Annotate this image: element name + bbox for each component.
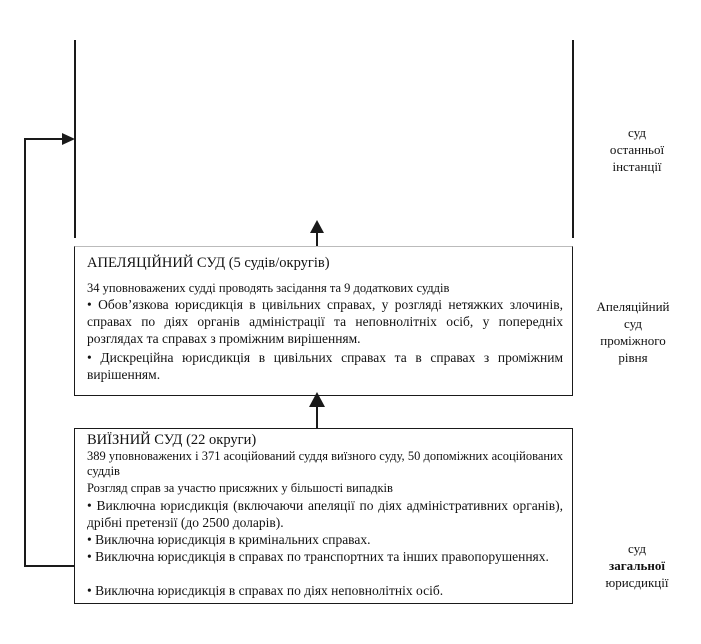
circuit-court-bullet-traffic: • Виключна юрисдикція в справах по транспортних та інших правопорушеннях. xyxy=(87,549,549,564)
loop-line-top xyxy=(24,138,64,140)
side-label-general-jurisdiction: суд загальної юрисдикції xyxy=(605,541,669,590)
circuit-court-bullet-juvenile: • Виключна юрисдикція в справах по діях неповнолітніх осіб. xyxy=(87,583,444,598)
circuit-court-judges: 389 уповноважених і 371 асоційований суддя виїзного суду, 50 допоміжних асоційованих суддів xyxy=(87,449,563,478)
side-label-intermediate-appeal: Апеляційний суд проміжного рівня xyxy=(596,299,670,365)
arrow-appeal-to-top-shaft xyxy=(316,232,318,246)
appeal-court-bullet-discretionary: • Дискреційна юрисдикція в цивільних справах та в справах з проміжним вирішенням. xyxy=(87,350,563,382)
loop-arrowhead-icon xyxy=(62,132,76,146)
loop-line-vertical xyxy=(24,138,26,567)
circuit-court-jury: Розгляд справ за участю присяжних у більшості випадків xyxy=(87,481,393,495)
appeal-court-bullet-mandatory: • Обов’язкова юрисдикція в цивільних справах, у розгляді нетяжких злочинів, справах по діях органів адміністрації та неповнолітніх осіб, у попередніх розглядах та справах з проміжним вирішенням. xyxy=(87,297,563,346)
appeal-court-judges: 34 уповноважених судді проводять засідання та 9 додаткових суддів xyxy=(87,281,450,295)
circuit-court-box xyxy=(74,428,573,604)
circuit-court-title: ВИЇЗНИЙ СУД (22 округи) xyxy=(87,432,257,448)
up-arrow-icon xyxy=(309,392,325,408)
side-label-last-instance: суд останньої інстанції xyxy=(609,125,665,174)
up-arrow-icon xyxy=(310,220,324,234)
appeal-court-title: АПЕЛЯЦІЙНИЙ СУД (5 судів/округів) xyxy=(87,255,330,271)
loop-line-bottom xyxy=(24,565,74,567)
top-box-right-border xyxy=(572,40,574,238)
circuit-court-bullet-criminal: • Виключна юрисдикція в кримінальних справах. xyxy=(87,532,371,547)
appeal-court-box xyxy=(74,246,573,396)
circuit-court-bullet-exclusive: • Виключна юрисдикція (включаючи апеляції по діях адміністративних органів), дрібні претензії (до 2500 доларів). xyxy=(87,498,563,530)
